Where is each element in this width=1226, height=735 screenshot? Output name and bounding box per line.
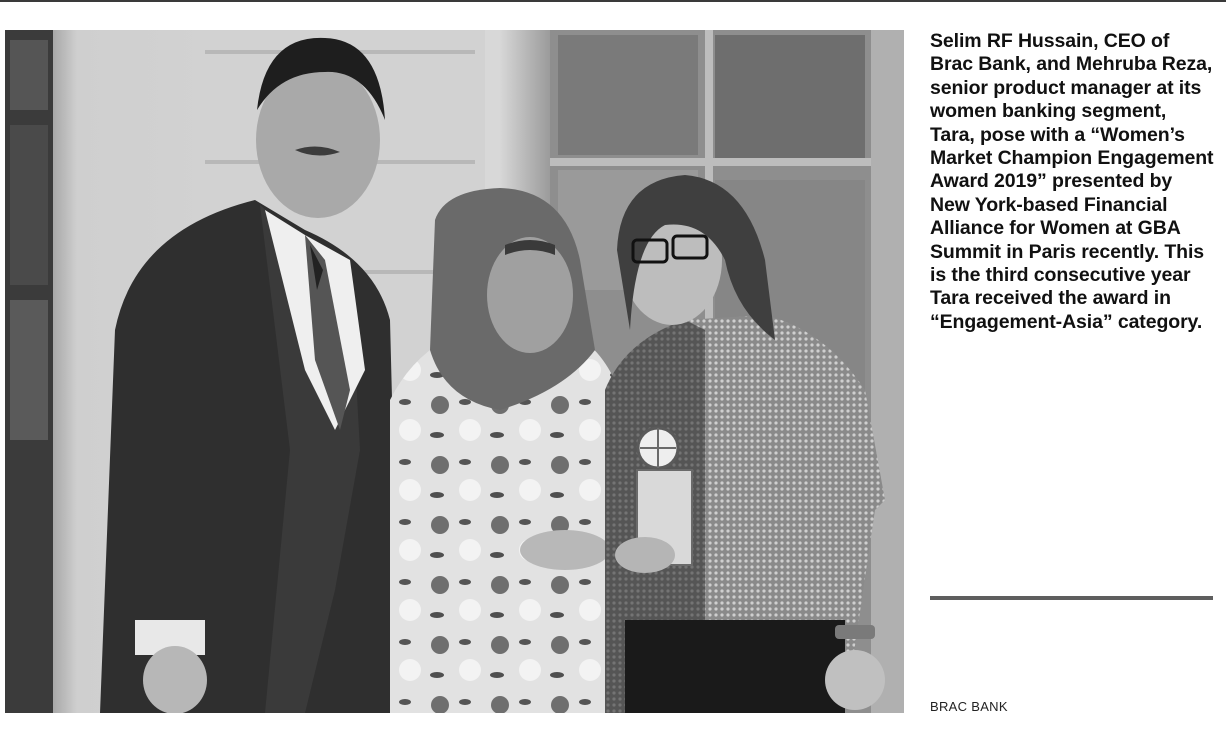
caption-divider <box>930 596 1213 600</box>
award-photo <box>5 30 904 713</box>
top-rule <box>0 0 1226 2</box>
award-photo-illustration <box>5 30 904 713</box>
photo-credit: BRAC BANK <box>930 699 1008 714</box>
photo-caption: Selim RF Hussain, CEO of Brac Bank, and Mehruba Reza, senior product manager at its women banking segment, Tara, pose with a “Women’s Market Champion Engagement Award 2019” presented by New York-based Financial Alliance for Women at GBA Summit in Paris recently. This is the third consecutive year Tara received the award in “Engagement-Asia” category. <box>930 30 1214 333</box>
